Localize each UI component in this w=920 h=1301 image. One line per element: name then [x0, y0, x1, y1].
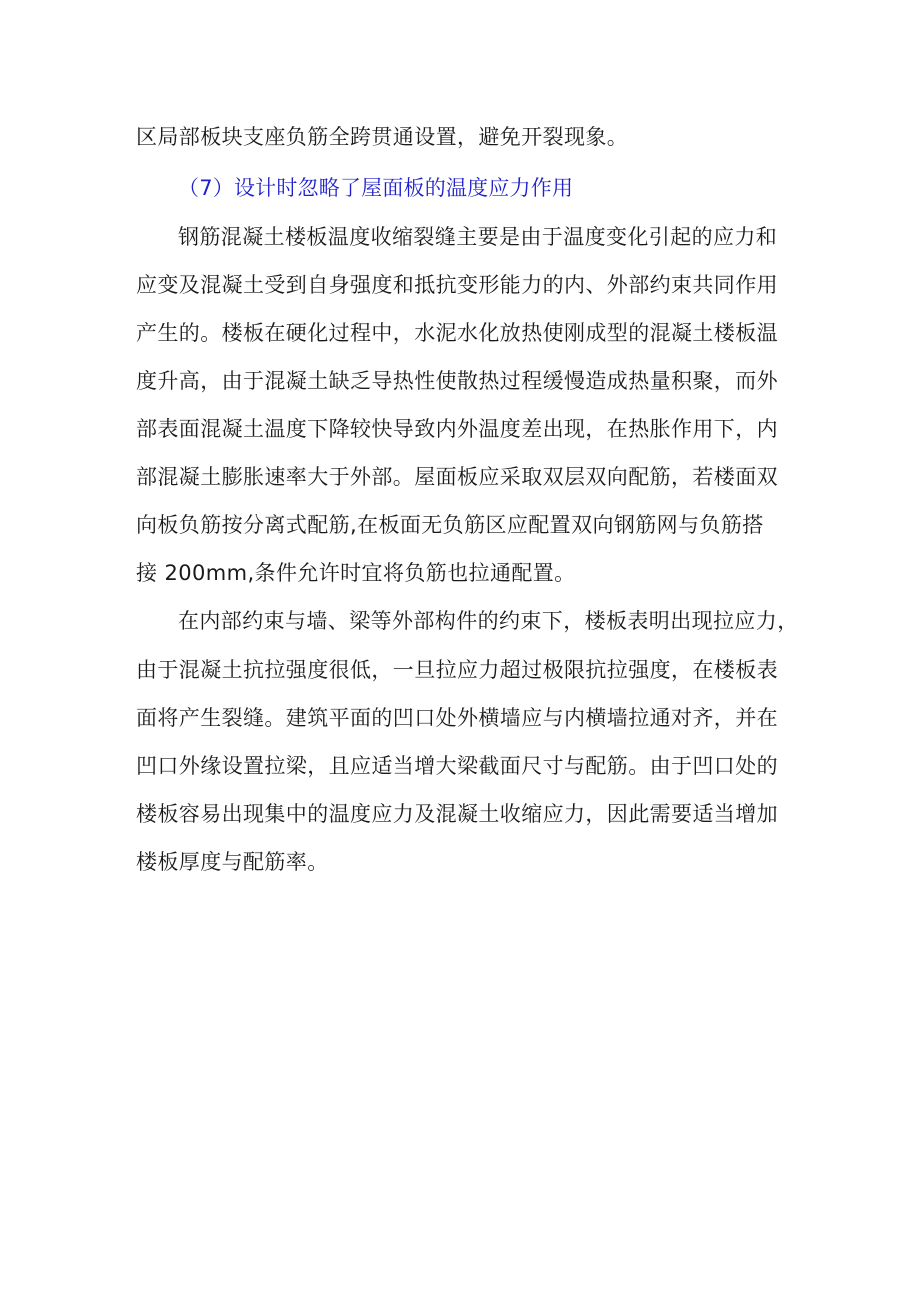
section-heading: （7）设计时忽略了屋面板的温度应力作用 [178, 176, 574, 200]
paragraph-line: 楼板容易出现集中的温度应力及混凝土收缩应力，因此需要适当增加 [136, 802, 778, 826]
paragraph-line: 度升高，由于混凝土缺乏导热性使散热过程缓慢造成热量积聚，而外 [136, 369, 778, 393]
paragraph-line: 部混凝土膨胀速率大于外部。屋面板应采取双层双向配筋，若楼面双 [136, 465, 778, 489]
paragraph-line: 由于混凝土抗拉强度很低，一旦拉应力超过极限抗拉强度，在楼板表 [136, 658, 778, 682]
paragraph-line: 面将产生裂缝。建筑平面的凹口处外横墙应与内横墙拉通对齐，并在 [136, 706, 778, 730]
paragraph-line: 应变及混凝土受到自身强度和抵抗变形能力的内、外部约束共同作用 [136, 273, 778, 297]
paragraph-line: 接 200mm,条件允许时宜将负筋也拉通配置。 [136, 561, 576, 585]
paragraph-line: 楼板厚度与配筋率。 [136, 850, 329, 874]
paragraph-line: 向板负筋按分离式配筋,在板面无负筋区应配置双向钢筋网与负筋搭 [136, 513, 764, 537]
paragraph-line: 产生的。楼板在硬化过程中，水泥水化放热使刚成型的混凝土楼板温 [136, 321, 778, 345]
paragraph-line: 凹口外缘设置拉梁，且应适当增大梁截面尺寸与配筋。由于凹口处的 [136, 754, 778, 778]
paragraph-line: 部表面混凝土温度下降较快导致内外温度差出现，在热胀作用下，内 [136, 417, 778, 441]
paragraph-line: 钢筋混凝土楼板温度收缩裂缝主要是由于温度变化引起的应力和 [178, 225, 778, 249]
paragraph-line: 在内部约束与墙、梁等外部构件的约束下，楼板表明出现拉应力， [178, 609, 799, 633]
continuation-line: 区局部板块支座负筋全跨贯通设置，避免开裂现象。 [136, 125, 629, 149]
